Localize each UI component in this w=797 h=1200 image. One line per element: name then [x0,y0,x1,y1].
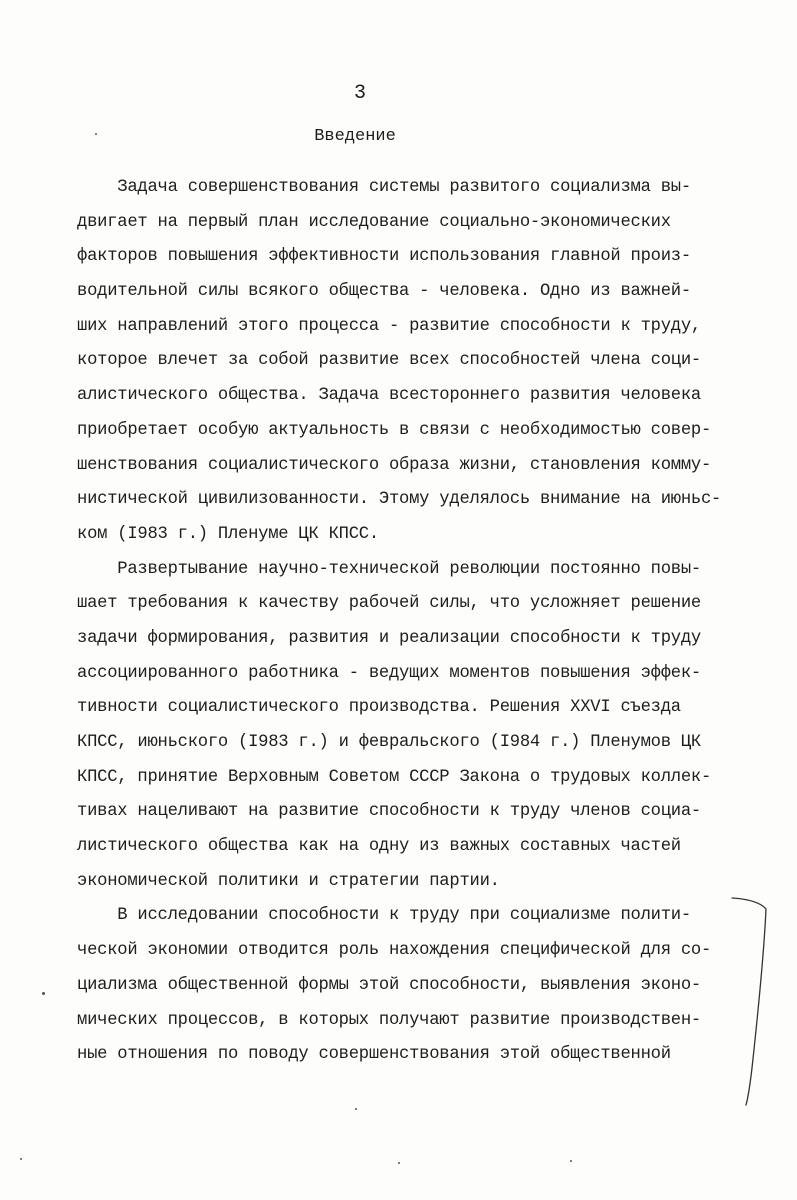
text-line: листического общества как на одну из важных составных частей [77,837,681,857]
text-line: нистической цивилизованности. Этому уделялось внимание на июньс- [77,490,722,510]
paper-speck [95,133,97,135]
text-line: задачи формирования, развития и реализации способности к труду [77,628,701,648]
text-line: циализма общественной формы этой способности, выявления эконо- [77,975,701,995]
text-line: тивах нацеливают на развитие способности к труду членов социа- [77,802,701,822]
text-line: экономической политики и стратегии партии. [77,871,500,891]
text-line: ные отношения по поводу совершенствования этой общественной [77,1045,671,1065]
text-line: шает требования к качеству рабочей силы, что усложняет решение [77,594,701,614]
paper-speck [20,1158,22,1160]
text-line: КПСС, июньского (I983 г.) и февральского (I984 г.) Пленумов ЦК [77,733,701,752]
text-line: КПСС, принятие Верховным Советом СССР Закона о трудовых коллек- [77,767,712,787]
text-line: мических процессов, в которых получают развитие производствен- [77,1010,701,1030]
text-line: шенствования социалистического образа жизни, становления комму- [77,455,712,475]
text-line: ших направлений этого процесса - развитие способности к труду, [77,316,701,336]
text-line: Задача совершенствования системы развитого социализма вы- [77,178,691,197]
paper-speck [570,1160,572,1162]
text-line: тивности социалистического производства. Решения XXVI съезда [77,698,681,718]
margin-bracket-mark [730,893,780,1108]
paper-speck [398,1162,400,1164]
text-line: приобретает особую актуальность в связи с необходимостью совер- [77,420,712,440]
text-line: ческой экономии отводится роль нахождения специфической для со- [77,941,712,961]
text-line: ассоциированного работника - ведущих моментов повышения эффек- [77,663,701,683]
text-line: двигает на первый план исследование социально-экономических [77,212,671,232]
text-line: которое влечет за собой развитие всех способностей члена соци- [77,351,701,371]
text-line: алистического общества. Задача всестороннего развития человека [77,386,701,406]
section-heading: Введение [314,127,396,146]
paper-speck [355,1108,357,1110]
text-line: Развертывание научно-технической революции постоянно повы- [77,559,701,579]
text-line: водительной силы всякого общества - человека. Одно из важней- [77,282,691,302]
paper-speck [42,992,45,995]
text-line: факторов повышения эффективности использования главной произ- [77,247,691,267]
text-line: В исследовании способности к труду при социализме полити- [77,906,691,926]
text-line: ком (I983 г.) Пленуме ЦК КПСС. [77,524,379,544]
page-number: 3 [353,82,366,105]
body-text [77,171,777,1073]
